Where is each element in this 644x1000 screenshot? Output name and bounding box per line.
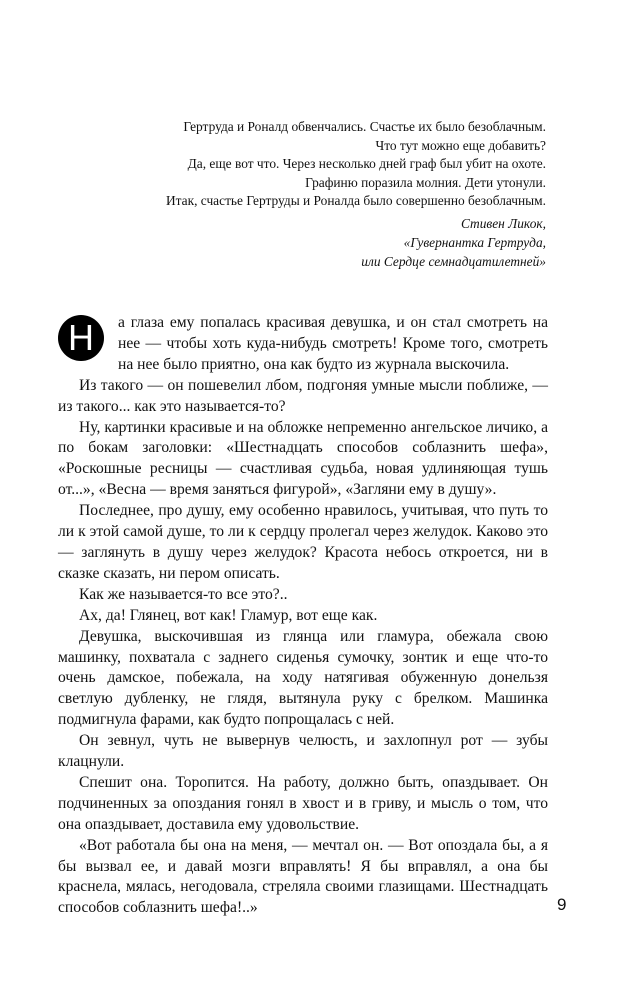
- paragraph: Ну, картинки красивые и на обложке непременно ангельское личико, а по бокам заголовки: «Шестнадцать способов соблазнить шефа», «Роскошные ресницы — счастливая судьба, новая удлиняющая тушь от...», «Весна — время заняться фигурой», «Загляни ему в душу».: [58, 418, 548, 499]
- attribution-author: Стивен Ликок,: [460, 215, 546, 231]
- epigraph-line: Графиню поразила молния. Дети утонули.: [305, 174, 546, 190]
- attribution-subtitle: или Сердце семнадцатилетней»: [361, 253, 546, 269]
- epigraph: [150, 118, 546, 271]
- paragraph: Из такого — он пошевелил лбом, подгоняя умные мысли поближе, — из такого... как это называется-то?: [58, 376, 548, 415]
- paragraph: Девушка, выскочившая из глянца или гламура, обежала свою машинку, похватала с заднего сиденья сумочку, зонтик и еще что-то очень дамское, побежала, на ходу натягивая обуженную донельзя светлую дубленку, не глядя, вытянула руку с брелком. Машинка подмигнула фарами, как будто попрощалась с ней.: [58, 627, 548, 729]
- page-number: 9: [557, 895, 567, 914]
- paragraph: Как же называется-то все это?..: [79, 585, 288, 603]
- epigraph-line: Что тут можно еще добавить?: [375, 137, 546, 153]
- paragraph: Последнее, про душу, ему особенно нравилось, учитывая, что путь то ли к этой самой душе, то ли к сердцу пролегал через желудок. Каково это — заглянуть в душу через желудок? Красота небось откроется, ни в сказке сказать, ни пером описать.: [58, 502, 548, 582]
- chapter-body: [58, 313, 548, 919]
- paragraph-text: а глаза ему попалась красивая девушка, и он стал смотреть на нее — чтобы хоть куда-нибудь смотреть! Кроме того, смотреть на нее было приятно, она как будто из журнала выскочила.: [118, 314, 548, 373]
- attribution-title: «Гувернантка Гертруда,: [403, 234, 546, 250]
- paragraph: Ах, да! Глянец, вот как! Гламур, вот еще как.: [79, 606, 378, 624]
- epigraph-attribution: [150, 214, 546, 271]
- dropcap: Н: [58, 315, 104, 361]
- epigraph-line: Гертруда и Роналд обвенчались. Счастье их было безоблачным.: [183, 119, 546, 134]
- paragraph: «Вот работала бы она на меня, — мечтал он. — Вот опоздала бы, а я бы вызвал ее, и давай мозги вправлять! Я бы вправлял, а она бы краснела, мялась, негодовала, стреляла своими глазищами. Шестнадцать способов соблазнить шефа!..»: [58, 836, 548, 917]
- epigraph-line: Да, еще вот что. Через несколько дней граф был убит на охоте.: [187, 156, 546, 171]
- epigraph-line: Итак, счастье Гертруды и Роналда было совершенно безоблачным.: [165, 193, 546, 208]
- paragraph: Спешит она. Торопится. На работу, должно быть, опаздывает. Он подчиненных за опоздания гонял в хвост и в гриву, и мысль о том, что она опаздывает, доставила ему удовольствие.: [58, 773, 548, 833]
- paragraph: Он зевнул, чуть не вывернув челюсть, и захлопнул рот — зубы клацнули.: [58, 732, 548, 771]
- paragraph: [58, 313, 548, 376]
